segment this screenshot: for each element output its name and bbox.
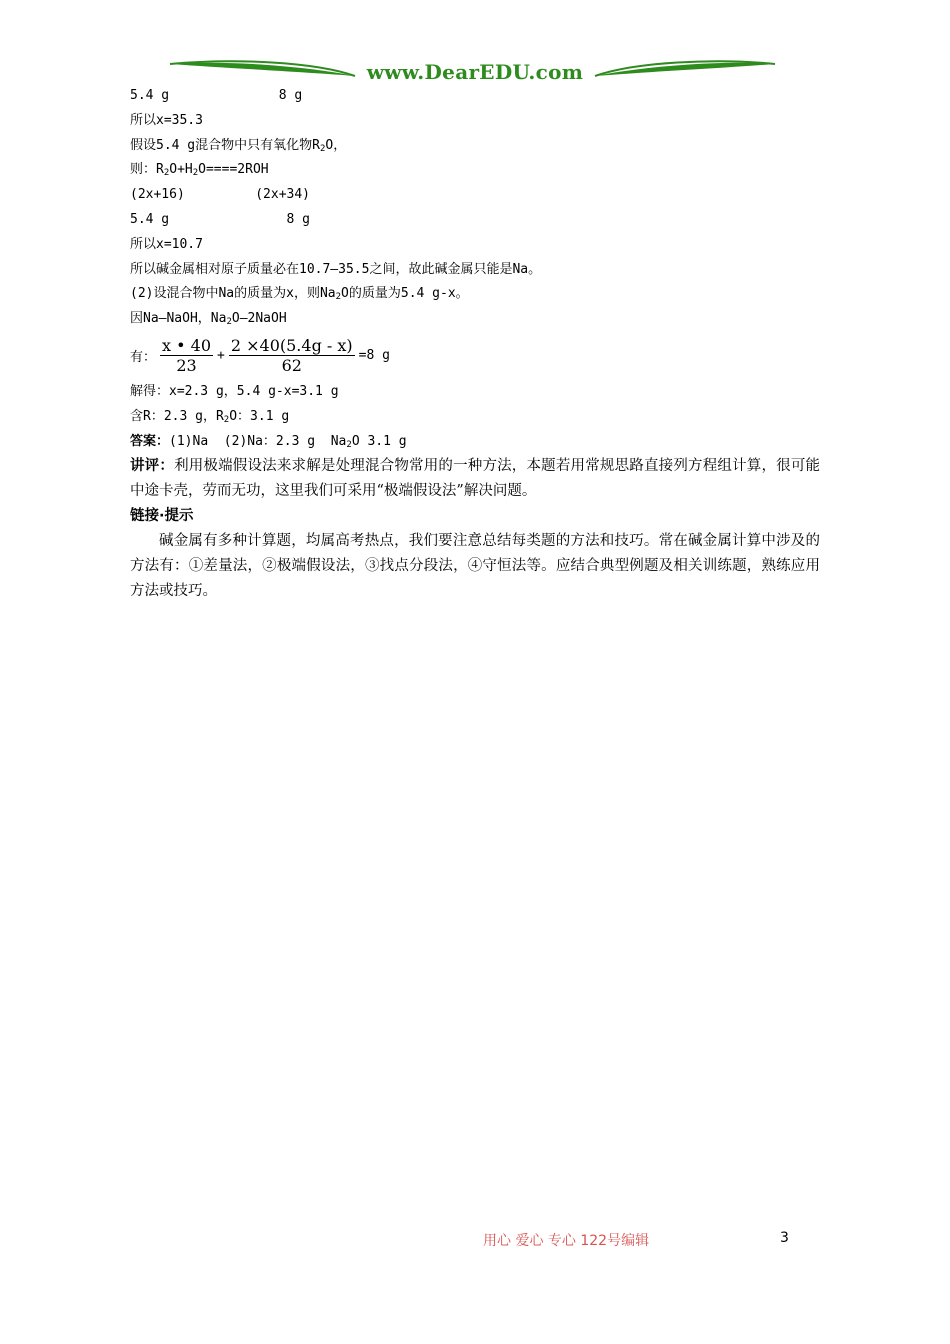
comment-paragraph [130,454,820,504]
page-number: 3 [780,1230,789,1246]
fraction-1 [160,336,213,375]
comment-label: 讲评： [130,458,175,475]
section-heading: 链接·提示 [130,508,194,525]
text-run: 因Na—NaOH，Na [130,311,227,327]
document-body [130,84,820,604]
text-line: 5.4 g 8 g [130,88,303,103]
text-line: 所以碱金属相对原子质量必在10.7—35.5之间，故此碱金属只能是Na。 [130,261,542,277]
subscript: 2 [335,292,342,303]
text-run: O的质量为5.4 g-x。 [341,286,469,302]
fraction-denominator: 23 [176,356,197,376]
text-line: (2x+16) (2x+34) [130,187,311,203]
text-run: O：3.1 g [229,408,290,424]
equation-rhs: =8 g [358,348,390,364]
subscript: 2 [192,168,199,179]
equation [130,334,820,378]
subscript: 2 [163,168,170,179]
subscript: 2 [226,317,232,328]
comment-text: 利用极端假设法来求解是处理混合物常用的一种方法，本题若用常规思路直接列方程组计算，很可能中途卡壳，劳而无功，这里我们可采用“极端假设法”解决问题。 [130,458,821,500]
text-run: 含R：2.3 g，R [130,408,224,424]
text-run: O， [325,137,347,153]
fraction-denominator: 62 [281,356,302,376]
result-line [130,405,820,430]
subscript: 2 [319,143,326,154]
text-line: 所以x=35.3 [130,112,203,128]
answer-line [130,430,820,455]
text-run: O 3.1 g [351,433,407,449]
solution-line: 解得：x=2.3 g，5.4 g-x=3.1 g [130,383,339,399]
fraction-numerator: 2 ×40(5.4g - x) [230,336,353,356]
text-run: 假设5.4 g混合物中只有氧化物R [130,137,320,153]
text-run: O+H [169,162,193,178]
text-line [130,134,820,159]
footer-text: 用心 爱心 专心 122号编辑 [483,1233,650,1249]
subscript: 2 [223,414,230,425]
plus-sign: + [217,348,225,364]
text-run: O—2NaOH [231,311,287,327]
equation-label: 有： [130,350,157,366]
fraction-2 [229,336,355,375]
text-run: O====2ROH [198,162,269,178]
text-line [130,158,820,183]
answer-label: 答案： [130,433,170,449]
text-run: 则：R [130,162,164,178]
text-line [130,307,820,332]
text-line: 所以x=10.7 [130,236,203,252]
subscript: 2 [346,439,352,450]
text-run: (1)Na (2)Na：2.3 g Na [169,433,347,449]
text-run: (2)设混合物中Na的质量为x，则Na [130,286,336,302]
text-line [130,282,820,307]
site-logo-text[interactable]: www.DearEDU.com [366,60,584,84]
text-line: 5.4 g 8 g [130,211,311,227]
link-paragraph: 碱金属有多种计算题，均属高考热点，我们要注意总结每类题的方法和技巧。常在碱金属计算中涉及的方法有：①差量法，②极端假设法，③找点分段法，④守恒法等。应结合典型例题及相关训练题，熟练应用方法或技巧。 [130,533,820,600]
fraction-numerator: x • 40 [162,336,212,356]
